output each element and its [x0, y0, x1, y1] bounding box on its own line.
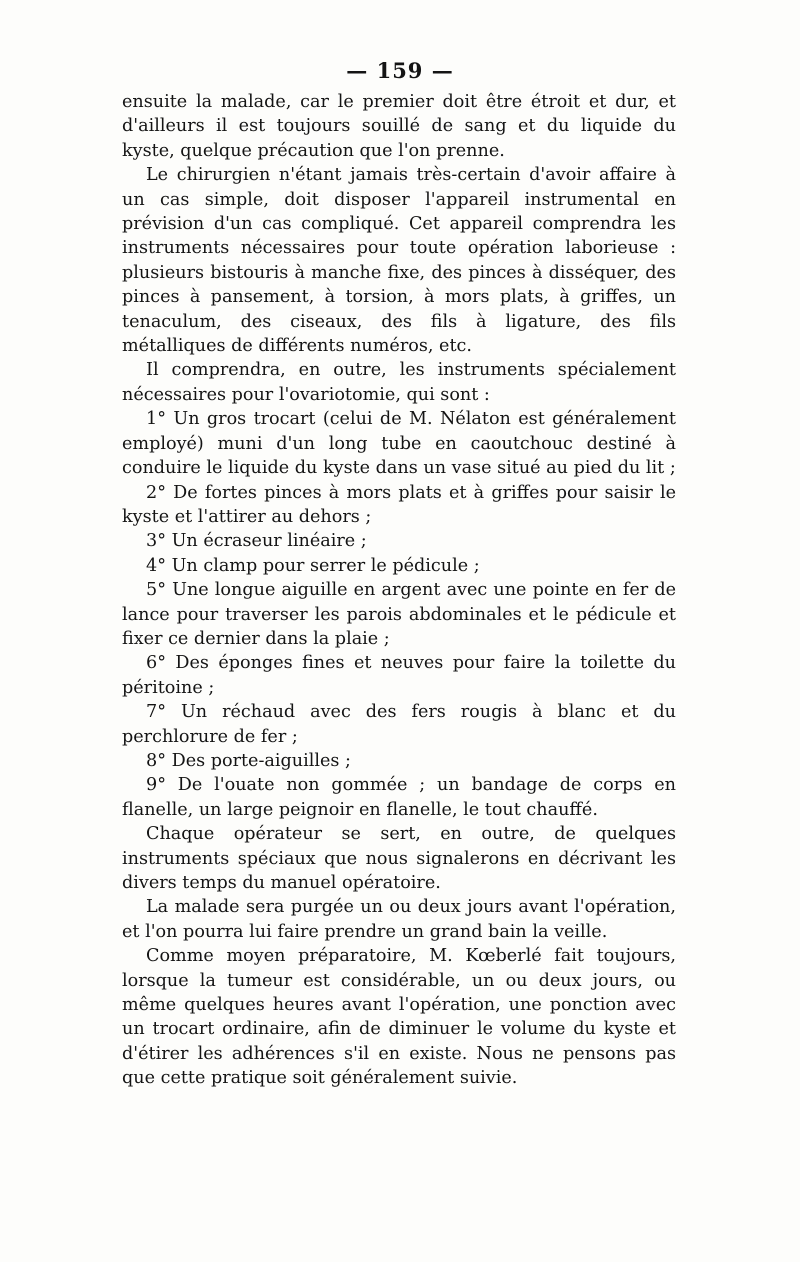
paragraph: ensuite la malade, car le premier doit être étroit et dur, et d'ailleurs il est toujours souillé de sang et du liquide du kyste, quelque précaution que l'on prenne. — [122, 92, 676, 161]
list-item-paragraph: 6° Des éponges fines et neuves pour faire la toilette du péritoine ; — [122, 653, 676, 698]
page-number: — 159 — — [346, 58, 454, 83]
list-item-paragraph: 4° Un clamp pour serrer le pédicule ; — [146, 555, 480, 576]
paragraph: La malade sera purgée un ou deux jours avant l'opération, et l'on pourra lui faire prendre un grand bain la veille. — [122, 897, 676, 942]
list-item-paragraph: 1° Un gros trocart (celui de M. Nélaton est généralement employé) muni d'un long tube en caoutchouc destiné à conduire le liquide du kyste dans un vase situé au pied du lit ; — [122, 409, 676, 479]
list-item-paragraph: 2° De fortes pinces à mors plats et à griffes pour saisir le kyste et l'attirer au dehors ; — [122, 482, 676, 527]
list-item-paragraph: 3° Un écraseur linéaire ; — [146, 531, 367, 552]
paragraph: Comme moyen préparatoire, M. Kœberlé fait toujours, lorsque la tumeur est considérable, un ou deux jours, ou même quelques heures avant l'opération, une ponction avec un trocart ordinaire, afin de diminuer le volume du kyste et d'étirer les adhérences s'il en existe. Nous ne pensons pas que cette pratique soit généralement suivie. — [122, 946, 676, 1089]
list-item-paragraph: 8° Des porte-aiguilles ; — [146, 750, 351, 771]
paragraph: Le chirurgien n'étant jamais très-certain d'avoir affaire à un cas simple, doit disposer l'appareil instrumental en prévision d'un cas compliqué. Cet appareil comprendra les instruments nécessaires pour toute opération laborieuse : plusieurs bistouris à manche fixe, des pinces à disséquer, des pinces à pansement, à torsion, à mors plats, à griffes, un tenaculum, des ciseaux, des fils à ligature, des fils métalliques de différents numéros, etc. — [122, 165, 676, 357]
page-body — [122, 90, 676, 1091]
list-item-paragraph: 7° Un réchaud avec des fers rougis à blanc et du perchlorure de fer ; — [122, 702, 676, 747]
paragraph: Il comprendra, en outre, les instruments spécialement nécessaires pour l'ovariotomie, qui sont : — [122, 360, 676, 405]
paragraph: Chaque opérateur se sert, en outre, de quelques instruments spéciaux que nous signalerons en décrivant les divers temps du manuel opératoire. — [122, 824, 676, 893]
list-item-paragraph: 9° De l'ouate non gommée ; un bandage de corps en flanelle, un large peignoir en flanelle, le tout chauffé. — [122, 775, 676, 820]
list-item-paragraph: 5° Une longue aiguille en argent avec une pointe en fer de lance pour traverser les parois abdominales et le pédicule et fixer ce dernier dans la plaie ; — [122, 580, 676, 649]
